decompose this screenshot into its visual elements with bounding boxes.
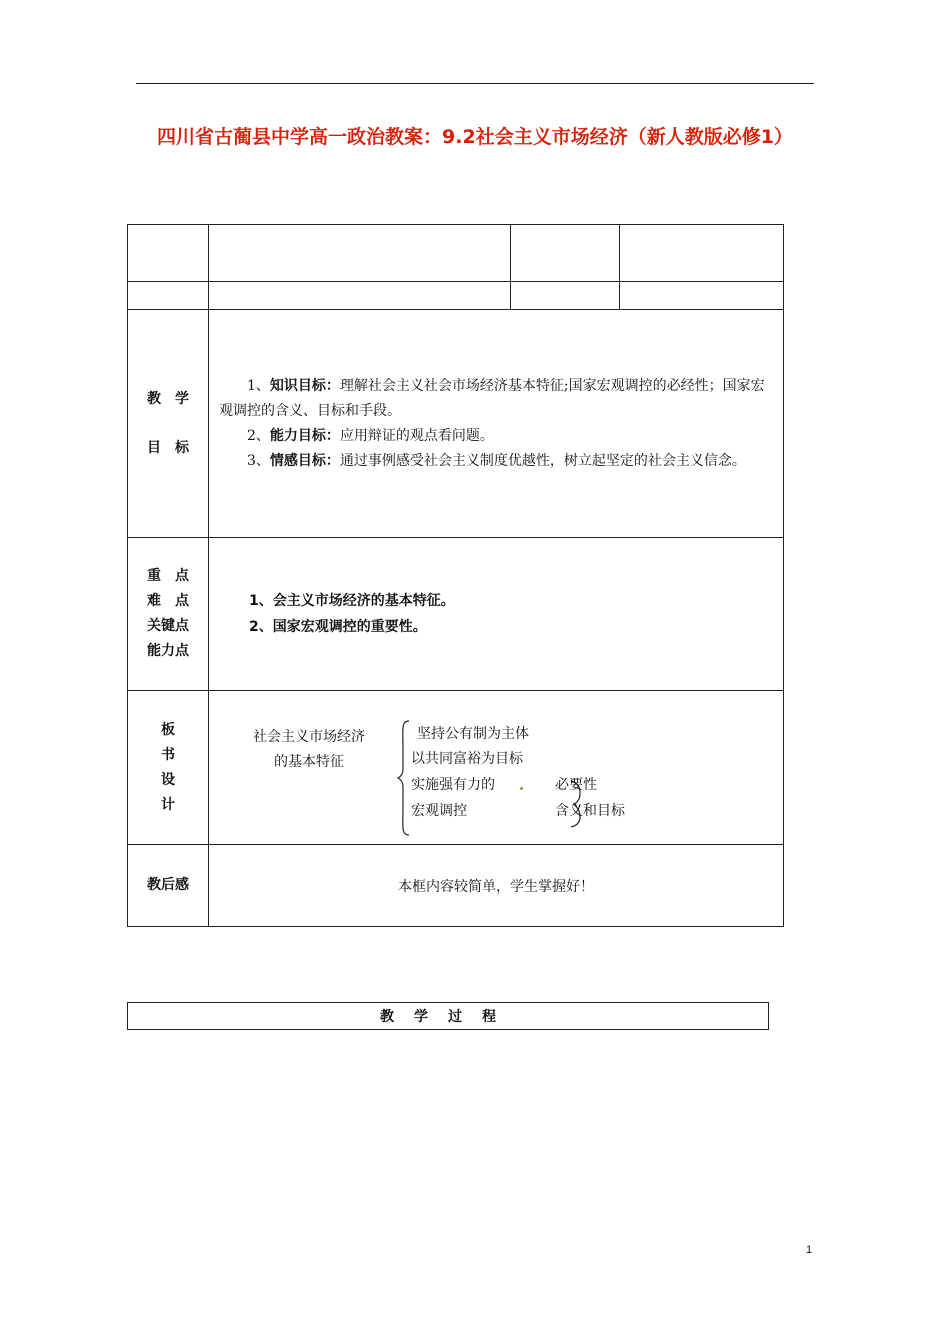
goals-label-line: 目 标 xyxy=(147,439,189,456)
goal-emotion: 3、情感目标：通过事例感受社会主义制度优越性，树立起坚定的社会主义信念。 xyxy=(247,452,746,469)
header-rule xyxy=(136,83,814,84)
keypoint-item: 1、会主义市场经济的基本特征。 xyxy=(249,593,455,609)
lesson-plan-table xyxy=(127,224,784,927)
reflection-label: 教后感 xyxy=(128,845,209,927)
goals-content xyxy=(209,310,784,538)
reflection-text: 本框内容较简单，学生掌握好！ xyxy=(209,845,784,927)
board-item: 实施强有力的 xyxy=(411,777,495,793)
goals-label-line: 教 学 xyxy=(147,390,189,407)
table-row xyxy=(128,225,784,282)
process-table xyxy=(127,1002,769,1030)
table-cell xyxy=(128,225,209,282)
reflection-row xyxy=(128,845,784,927)
goals-label xyxy=(128,310,209,538)
document-title: 四川省古蔺县中学高一政治教案：9.2社会主义市场经济（新人教版必修1） xyxy=(157,126,793,148)
board-item: 宏观调控 xyxy=(411,803,467,819)
keypoints-label-line: 能力点 xyxy=(147,643,189,659)
board-label-char: 计 xyxy=(161,796,175,813)
curly-brace-icon xyxy=(397,719,411,837)
board-label-char: 书 xyxy=(161,746,175,763)
table-cell xyxy=(620,225,784,282)
keypoints-label-line: 关键点 xyxy=(147,618,189,634)
keypoints-label-line: 难 点 xyxy=(147,593,189,609)
board-label-char: 设 xyxy=(161,771,175,788)
board-content xyxy=(209,691,784,845)
keypoints-label-line: 重 点 xyxy=(147,568,189,584)
table-row xyxy=(128,282,784,310)
bullet-dot-icon xyxy=(520,787,523,790)
table-cell xyxy=(209,282,511,310)
table-cell xyxy=(209,225,511,282)
table-cell xyxy=(128,282,209,310)
process-header: 教学过程 xyxy=(128,1003,769,1030)
keypoints-content xyxy=(209,538,784,691)
goal-ability: 2、能力目标：应用辩证的观点看问题。 xyxy=(247,427,494,444)
board-label xyxy=(128,691,209,845)
board-item: 以共同富裕为目标 xyxy=(411,751,523,767)
board-subitem: 必要性 xyxy=(555,777,597,793)
board-topic: 社会主义市场经济 的基本特征 xyxy=(253,729,365,770)
board-item: 坚持公有制为主体 xyxy=(417,726,529,742)
keypoints-row xyxy=(128,538,784,691)
table-cell xyxy=(511,282,620,310)
keypoints-label xyxy=(128,538,209,691)
goals-row xyxy=(128,310,784,538)
board-row xyxy=(128,691,784,845)
table-cell xyxy=(511,225,620,282)
keypoint-item: 2、国家宏观调控的重要性。 xyxy=(249,619,427,635)
board-label-char: 板 xyxy=(161,721,175,738)
page-number: 1 xyxy=(806,1244,813,1256)
board-subitem: 含义和目标 xyxy=(555,803,625,819)
table-cell xyxy=(620,282,784,310)
goal-knowledge: 1、知识目标：理解社会主义社会市场经济基本特征;国家宏观调控的必经性；国家宏观调控的含义、目标和手段。 xyxy=(219,377,765,419)
